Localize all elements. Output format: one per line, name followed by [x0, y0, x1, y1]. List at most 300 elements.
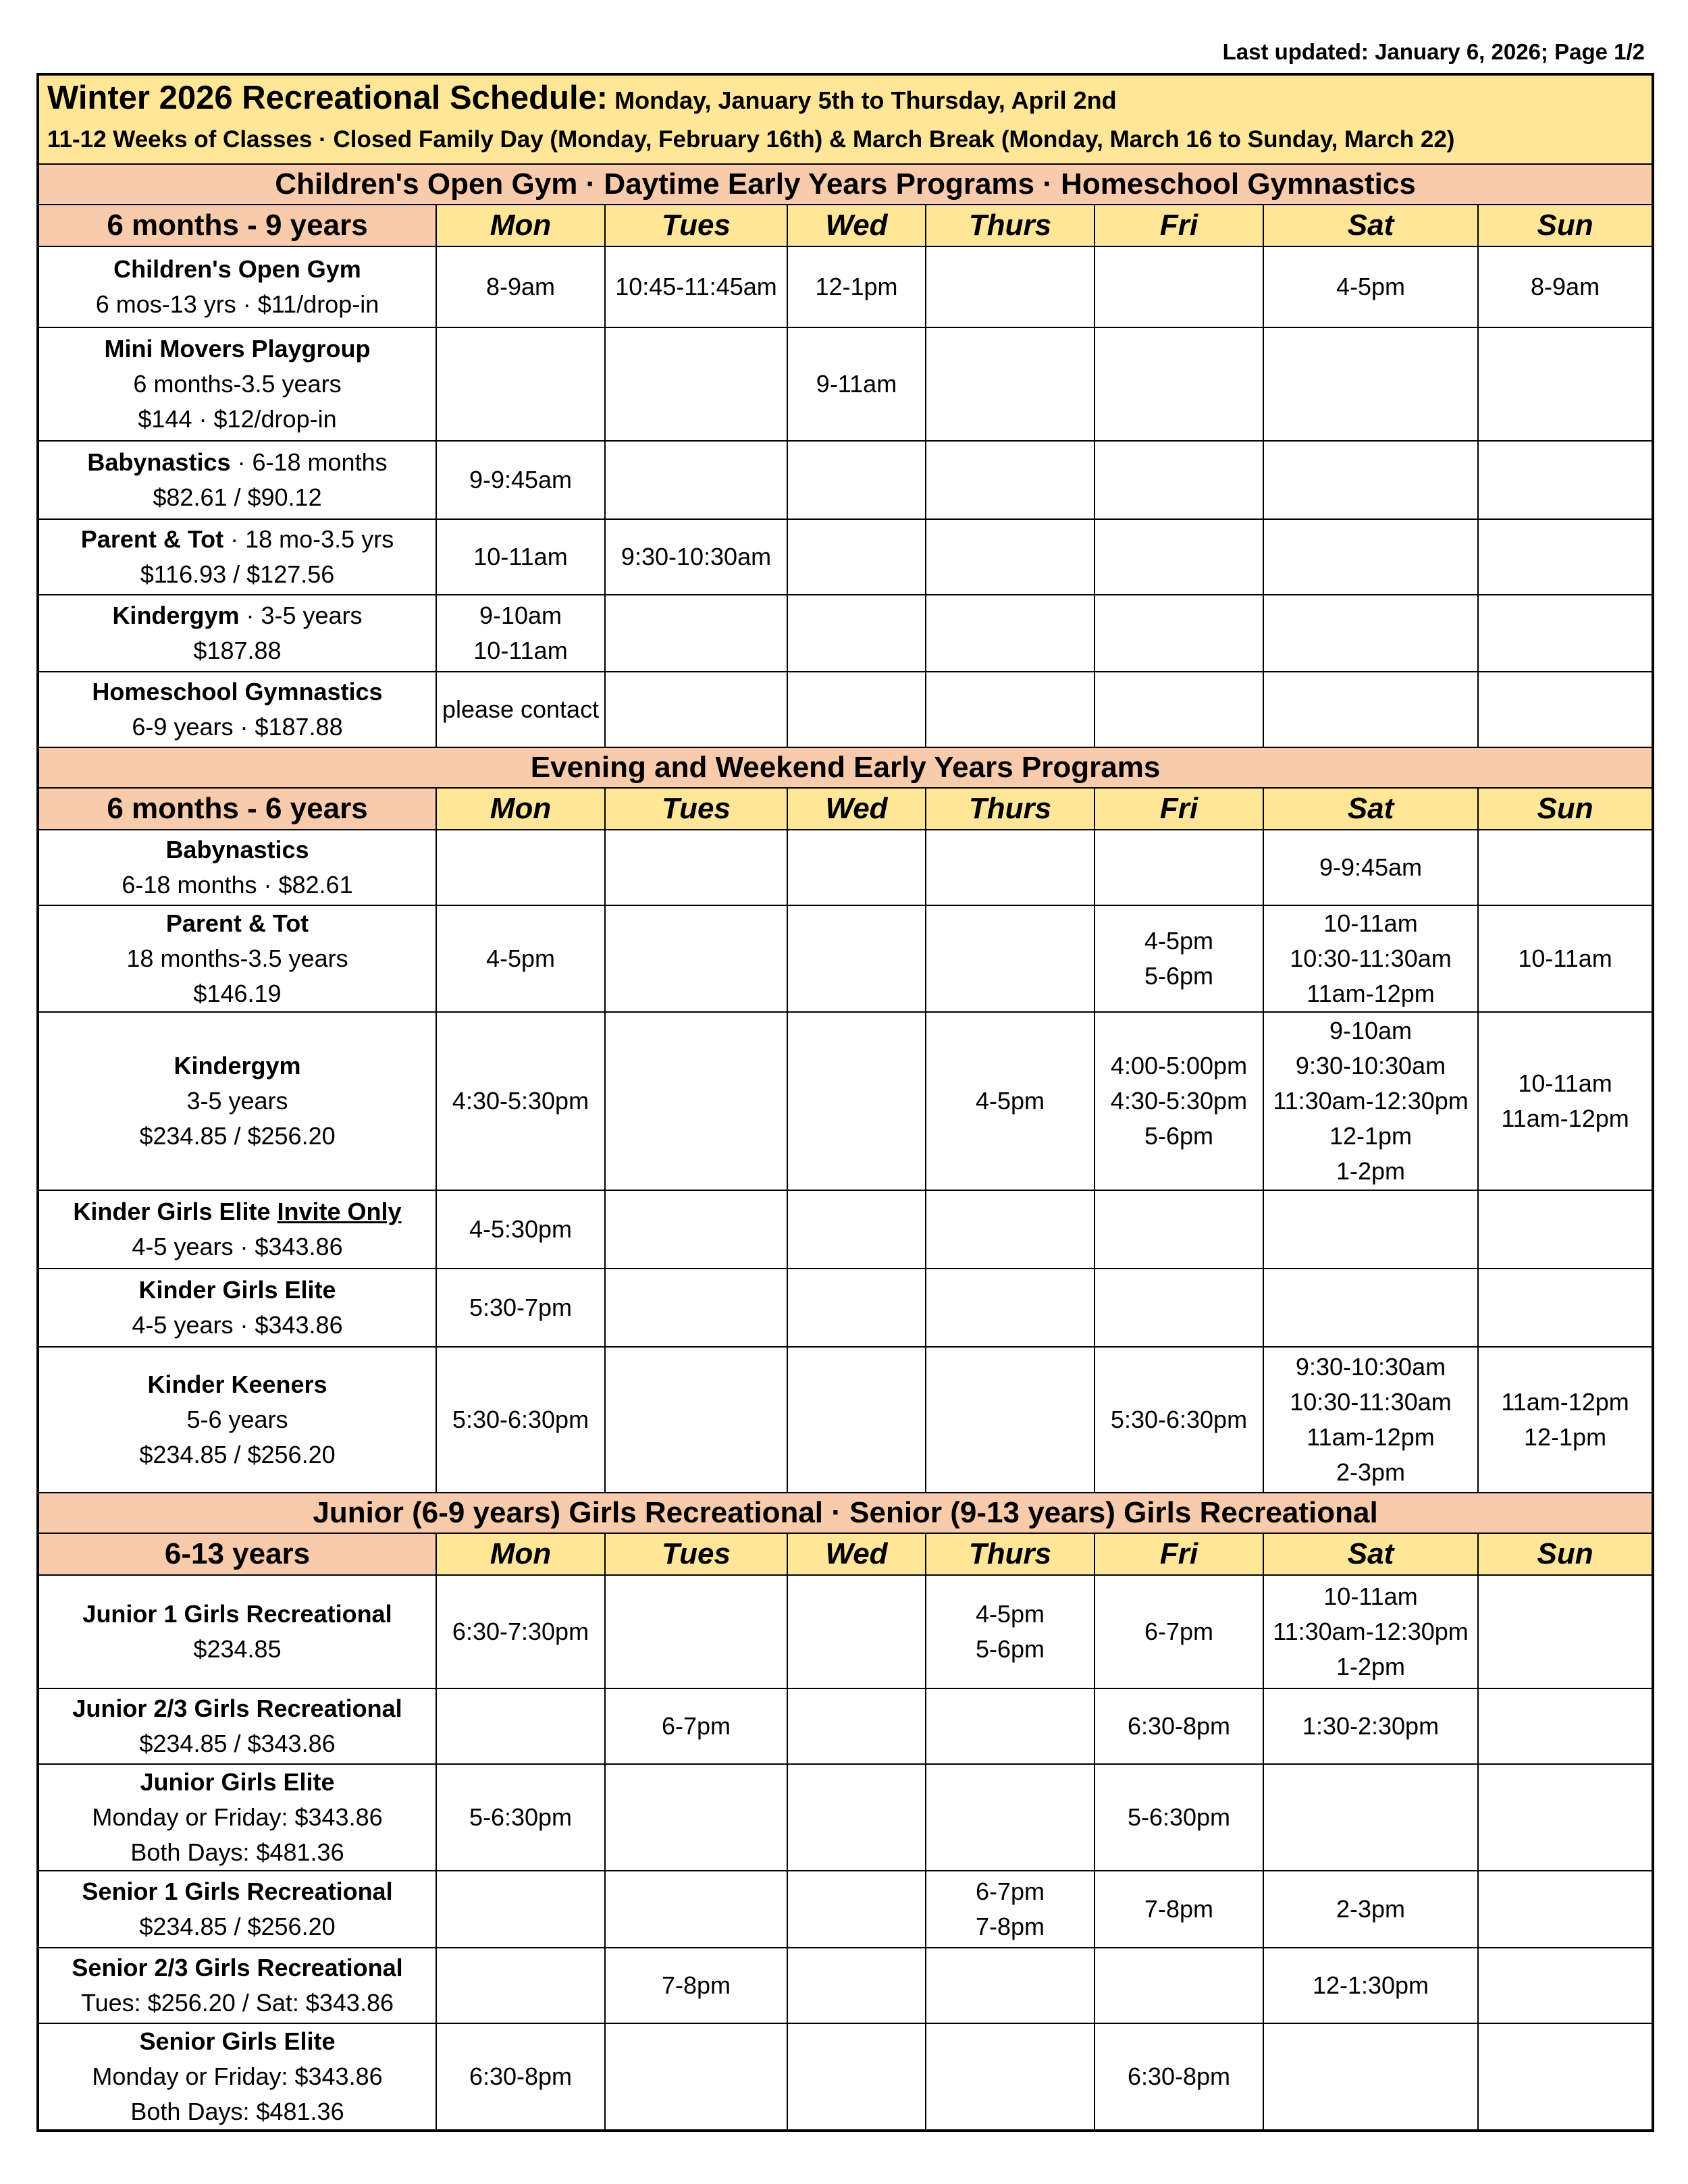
time-cell-wed	[787, 1347, 926, 1493]
time-cell-wed	[787, 1688, 926, 1764]
time-cell-wed	[787, 2023, 926, 2131]
time-cell-fri	[1094, 672, 1263, 747]
time-cell-tues	[605, 246, 787, 327]
time-slot: 5:30-6:30pm	[1110, 1406, 1248, 1433]
title-row	[38, 74, 1653, 164]
day-header-sun: Sun	[1478, 205, 1653, 246]
schedule-table	[36, 73, 1654, 2132]
time-slot: 5-6pm	[1144, 962, 1214, 990]
program-cell	[38, 246, 436, 327]
time-cell-fri	[1094, 1575, 1263, 1688]
time-cell-wed	[787, 519, 926, 595]
time-slot: 7-8pm	[661, 1971, 731, 1999]
time-slot: 5-6pm	[1144, 1122, 1214, 1150]
program-title: Babynastics	[165, 836, 309, 863]
time-cell-tues	[605, 1012, 787, 1190]
program-row	[38, 519, 1653, 595]
schedule-subtitle: 11-12 Weeks of Classes · Closed Family Day (Monday, February 16th) & March Break (Monday, March 16 to Sunday, March 22)	[47, 126, 1455, 153]
program-name	[43, 832, 431, 868]
time-cell-sun	[1478, 1871, 1653, 1948]
time-cell-sun	[1478, 1688, 1653, 1764]
time-slot: 9:30-10:30am	[621, 543, 772, 570]
program-detail: Monday or Friday: $343.86	[92, 1803, 383, 1831]
time-cell-mon	[436, 327, 605, 441]
section-header-row	[38, 1493, 1653, 1533]
program-title: Parent & Tot	[80, 525, 224, 553]
time-cell-sun	[1478, 2023, 1653, 2131]
time-cell-thurs	[926, 1575, 1094, 1688]
program-title: Senior Girls Elite	[139, 2027, 336, 2055]
program-title: Kinder Keeners	[147, 1370, 327, 1398]
program-cell	[38, 1347, 436, 1493]
time-slot: 5-6pm	[975, 1635, 1045, 1663]
program-name	[43, 1874, 431, 1909]
time-cell-mon	[436, 830, 605, 905]
time-cell-sun	[1478, 905, 1653, 1012]
time-slot: 6-7pm	[975, 1877, 1045, 1905]
time-cell-thurs	[926, 1269, 1094, 1347]
program-name	[43, 1048, 431, 1084]
time-cell-tues	[605, 1190, 787, 1269]
program-row	[38, 830, 1653, 905]
time-slot: 2-3pm	[1336, 1458, 1406, 1486]
schedule-dates: Monday, January 5th to Thursday, April 2nd	[614, 86, 1117, 114]
section-header: Children's Open Gym · Daytime Early Years Programs · Homeschool Gymnastics	[38, 164, 1653, 205]
program-detail: Both Days: $481.36	[130, 1838, 344, 1866]
time-slot: 8-9am	[1531, 273, 1600, 300]
program-cell	[38, 905, 436, 1012]
program-name	[43, 1597, 431, 1632]
time-cell-fri	[1094, 441, 1263, 519]
time-cell-sat	[1263, 441, 1478, 519]
time-slot: 1-2pm	[1336, 1157, 1406, 1185]
program-cell	[38, 1190, 436, 1269]
day-header-mon: Mon	[436, 1533, 605, 1575]
program-title: Junior Girls Elite	[140, 1768, 335, 1796]
time-slot: 11am-12pm	[1307, 980, 1435, 1007]
program-title: Kinder Girls Elite	[73, 1198, 278, 1225]
program-title: Babynastics	[87, 448, 231, 476]
time-cell-mon	[436, 1948, 605, 2023]
program-name	[43, 1273, 431, 1308]
time-cell-mon	[436, 595, 605, 672]
program-row	[38, 595, 1653, 672]
age-group-label: 6-13 years	[38, 1533, 436, 1575]
day-header-sun: Sun	[1478, 788, 1653, 830]
program-detail: 3-5 years	[186, 1087, 288, 1115]
program-row	[38, 1347, 1653, 1493]
program-row	[38, 1764, 1653, 1871]
program-row	[38, 1269, 1653, 1347]
program-row	[38, 1012, 1653, 1190]
time-cell-sun	[1478, 1012, 1653, 1190]
program-row	[38, 1688, 1653, 1764]
program-cell	[38, 519, 436, 595]
program-name	[43, 2024, 431, 2059]
time-slot: 4-5:30pm	[469, 1215, 573, 1243]
program-detail: 6-18 months · $82.61	[122, 871, 353, 899]
time-cell-sat	[1263, 246, 1478, 327]
day-header-wed: Wed	[787, 205, 926, 246]
program-row	[38, 2023, 1653, 2131]
program-name	[43, 445, 431, 480]
program-cell	[38, 595, 436, 672]
time-slot: 9-11am	[816, 370, 897, 398]
program-detail: $82.61 / $90.12	[153, 483, 322, 511]
program-detail: 5-6 years	[186, 1406, 288, 1433]
section-header: Junior (6-9 years) Girls Recreational · Senior (9-13 years) Girls Recreational	[38, 1493, 1653, 1533]
time-cell-sun	[1478, 1269, 1653, 1347]
program-detail: 6 mos-13 yrs · $11/drop-in	[95, 290, 379, 318]
time-slot: 11am-12pm	[1501, 1388, 1629, 1416]
time-slot: 8-9am	[485, 273, 556, 300]
program-detail: Tues: $256.20 / Sat: $343.86	[80, 1989, 394, 2017]
time-cell-wed	[787, 1764, 926, 1871]
time-slot: 5:30-7pm	[469, 1294, 573, 1321]
time-cell-sat	[1263, 830, 1478, 905]
day-header-row	[38, 1533, 1653, 1575]
program-cell	[38, 830, 436, 905]
time-slot: 7-8pm	[1144, 1895, 1214, 1923]
time-slot: 10-11am	[473, 543, 568, 570]
time-cell-mon	[436, 246, 605, 327]
age-group-label: 6 months - 9 years	[38, 205, 436, 246]
time-cell-thurs	[926, 1190, 1094, 1269]
time-cell-thurs	[926, 1871, 1094, 1948]
time-slot: 7-8pm	[975, 1913, 1045, 1940]
program-title: Senior 1 Girls Recreational	[82, 1877, 393, 1905]
day-header-sat: Sat	[1263, 788, 1478, 830]
time-slot: 4-5pm	[485, 944, 556, 972]
program-row	[38, 1871, 1653, 1948]
program-detail: $187.88	[193, 637, 282, 664]
time-cell-tues	[605, 1575, 787, 1688]
program-cell	[38, 327, 436, 441]
program-row	[38, 441, 1653, 519]
program-row	[38, 905, 1653, 1012]
time-cell-thurs	[926, 246, 1094, 327]
time-cell-wed	[787, 246, 926, 327]
program-row	[38, 1948, 1653, 2023]
program-name	[43, 598, 431, 633]
time-cell-tues	[605, 327, 787, 441]
time-slot: 6:30-8pm	[1127, 1712, 1231, 1740]
section-header-row	[38, 164, 1653, 205]
program-note: Invite Only	[277, 1198, 402, 1225]
program-age: · 6-18 months	[230, 448, 388, 476]
day-header-sat: Sat	[1263, 205, 1478, 246]
time-cell-sat	[1263, 1347, 1478, 1493]
time-cell-sat	[1263, 672, 1478, 747]
time-cell-tues	[605, 1688, 787, 1764]
program-detail: $116.93 / $127.56	[140, 560, 335, 588]
time-cell-mon	[436, 672, 605, 747]
time-cell-tues	[605, 519, 787, 595]
day-header-fri: Fri	[1094, 788, 1263, 830]
program-cell	[38, 1948, 436, 2023]
time-slot: 9-9:45am	[1319, 853, 1423, 881]
program-row	[38, 1190, 1653, 1269]
time-cell-tues	[605, 1764, 787, 1871]
time-cell-wed	[787, 1575, 926, 1688]
section-header-row	[38, 747, 1653, 788]
time-cell-sat	[1263, 905, 1478, 1012]
time-slot: 10:30-11:30am	[1290, 1388, 1452, 1416]
time-cell-thurs	[926, 672, 1094, 747]
time-cell-mon	[436, 1764, 605, 1871]
time-cell-sun	[1478, 1190, 1653, 1269]
time-cell-tues	[605, 1269, 787, 1347]
day-header-mon: Mon	[436, 205, 605, 246]
schedule-title: Winter 2026 Recreational Schedule:	[47, 80, 608, 116]
time-cell-sat	[1263, 1948, 1478, 2023]
program-detail: $234.85 / $256.20	[139, 1913, 336, 1940]
time-slot: 4:30-5:30pm	[452, 1087, 589, 1115]
program-title: Children's Open Gym	[113, 255, 361, 283]
time-cell-thurs	[926, 2023, 1094, 2131]
program-row	[38, 327, 1653, 441]
time-cell-wed	[787, 595, 926, 672]
time-cell-mon	[436, 1012, 605, 1190]
time-slot: 5-6:30pm	[469, 1803, 573, 1831]
time-cell-fri	[1094, 1190, 1263, 1269]
time-cell-tues	[605, 1871, 787, 1948]
time-cell-wed	[787, 1948, 926, 2023]
time-cell-thurs	[926, 441, 1094, 519]
program-title: Kindergym	[112, 602, 240, 629]
program-name	[43, 674, 431, 710]
time-cell-mon	[436, 1575, 605, 1688]
day-header-mon: Mon	[436, 788, 605, 830]
program-cell	[38, 1871, 436, 1948]
time-cell-sun	[1478, 1347, 1653, 1493]
program-detail: Both Days: $481.36	[130, 2098, 344, 2125]
program-detail: $234.85	[193, 1635, 282, 1663]
time-slot: 1:30-2:30pm	[1302, 1712, 1440, 1740]
time-slot: please contact	[442, 695, 600, 723]
time-cell-wed	[787, 1269, 926, 1347]
program-title: Parent & Tot	[165, 909, 309, 937]
program-detail: $146.19	[193, 980, 282, 1007]
time-cell-thurs	[926, 830, 1094, 905]
time-cell-fri	[1094, 905, 1263, 1012]
time-cell-mon	[436, 1190, 605, 1269]
program-row	[38, 672, 1653, 747]
program-name	[43, 1367, 431, 1402]
program-cell	[38, 2023, 436, 2131]
last-updated-note: Last updated: January 6, 2026; Page 1/2	[1222, 39, 1645, 64]
program-detail: 18 months-3.5 years	[126, 944, 348, 972]
time-cell-fri	[1094, 595, 1263, 672]
time-cell-thurs	[926, 327, 1094, 441]
time-cell-sat	[1263, 1764, 1478, 1871]
time-slot: 11:30am-12:30pm	[1273, 1618, 1469, 1645]
time-slot: 11am-12pm	[1501, 1104, 1629, 1132]
time-cell-tues	[605, 595, 787, 672]
time-cell-wed	[787, 441, 926, 519]
day-header-fri: Fri	[1094, 205, 1263, 246]
time-slot: 2-3pm	[1336, 1895, 1406, 1923]
time-slot: 9-10am	[479, 602, 562, 629]
program-name	[43, 1765, 431, 1800]
program-detail: $144 · $12/drop-in	[138, 405, 337, 433]
program-name	[43, 252, 431, 287]
day-header-tues: Tues	[605, 1533, 787, 1575]
time-slot: 4:30-5:30pm	[1110, 1087, 1248, 1115]
program-cell	[38, 1575, 436, 1688]
time-slot: 10-11am	[1323, 909, 1418, 937]
time-cell-tues	[605, 830, 787, 905]
time-cell-thurs	[926, 1688, 1094, 1764]
time-cell-thurs	[926, 1347, 1094, 1493]
program-name	[43, 1194, 431, 1229]
time-cell-thurs	[926, 1764, 1094, 1871]
program-detail: $234.85 / $343.86	[139, 1730, 336, 1757]
time-slot: 12-1pm	[815, 273, 898, 300]
program-name	[43, 906, 431, 941]
day-header-wed: Wed	[787, 788, 926, 830]
program-detail: $234.85 / $256.20	[139, 1122, 336, 1150]
day-header-row	[38, 788, 1653, 830]
time-slot: 12-1pm	[1329, 1122, 1413, 1150]
time-cell-fri	[1094, 1764, 1263, 1871]
time-slot: 10-11am	[473, 637, 568, 664]
time-slot: 12-1:30pm	[1312, 1971, 1429, 1999]
time-cell-sat	[1263, 1871, 1478, 1948]
time-cell-sun	[1478, 519, 1653, 595]
day-header-sun: Sun	[1478, 1533, 1653, 1575]
time-cell-fri	[1094, 830, 1263, 905]
time-cell-sat	[1263, 595, 1478, 672]
time-cell-sat	[1263, 2023, 1478, 2131]
program-name	[43, 522, 431, 557]
time-cell-tues	[605, 441, 787, 519]
time-cell-fri	[1094, 1948, 1263, 2023]
time-slot: 1-2pm	[1336, 1653, 1406, 1680]
day-header-fri: Fri	[1094, 1533, 1263, 1575]
program-row	[38, 1575, 1653, 1688]
time-slot: 4-5pm	[1144, 927, 1214, 955]
time-cell-sat	[1263, 1688, 1478, 1764]
program-detail: 6-9 years · $187.88	[132, 713, 343, 741]
time-slot: 6-7pm	[661, 1712, 731, 1740]
time-cell-mon	[436, 1269, 605, 1347]
time-slot: 4-5pm	[1336, 273, 1406, 300]
time-cell-sun	[1478, 1948, 1653, 2023]
time-slot: 4:00-5:00pm	[1110, 1052, 1248, 1080]
time-slot: 12-1pm	[1524, 1423, 1607, 1451]
time-cell-fri	[1094, 1012, 1263, 1190]
program-cell	[38, 672, 436, 747]
program-title: Kindergym	[174, 1052, 301, 1080]
time-cell-wed	[787, 830, 926, 905]
program-detail: 4-5 years · $343.86	[132, 1233, 343, 1260]
section-header: Evening and Weekend Early Years Programs	[38, 747, 1653, 788]
program-title: Junior 1 Girls Recreational	[82, 1600, 392, 1628]
time-slot: 4-5pm	[975, 1087, 1045, 1115]
day-header-thurs: Thurs	[926, 205, 1094, 246]
program-detail: 6 months-3.5 years	[133, 370, 342, 398]
program-name	[43, 1950, 431, 1986]
time-cell-tues	[605, 1347, 787, 1493]
time-cell-mon	[436, 1871, 605, 1948]
time-cell-sat	[1263, 1012, 1478, 1190]
day-header-row	[38, 205, 1653, 246]
time-cell-fri	[1094, 519, 1263, 595]
time-slot: 6:30-7:30pm	[452, 1618, 589, 1645]
time-cell-sat	[1263, 1269, 1478, 1347]
time-cell-sun	[1478, 1764, 1653, 1871]
time-cell-tues	[605, 2023, 787, 2131]
time-cell-wed	[787, 1190, 926, 1269]
time-cell-sun	[1478, 1575, 1653, 1688]
time-slot: 6:30-8pm	[1127, 2062, 1231, 2090]
age-group-label: 6 months - 6 years	[38, 788, 436, 830]
program-cell	[38, 1764, 436, 1871]
program-row	[38, 246, 1653, 327]
time-cell-sun	[1478, 246, 1653, 327]
time-cell-wed	[787, 1871, 926, 1948]
time-cell-fri	[1094, 2023, 1263, 2131]
day-header-thurs: Thurs	[926, 1533, 1094, 1575]
time-cell-tues	[605, 905, 787, 1012]
program-name	[43, 1691, 431, 1726]
time-cell-tues	[605, 672, 787, 747]
time-slot: 6:30-8pm	[469, 2062, 573, 2090]
day-header-tues: Tues	[605, 788, 787, 830]
program-title: Mini Movers Playgroup	[104, 335, 371, 363]
time-cell-mon	[436, 1688, 605, 1764]
time-cell-thurs	[926, 1948, 1094, 2023]
time-cell-wed	[787, 672, 926, 747]
program-cell	[38, 1688, 436, 1764]
time-cell-sun	[1478, 441, 1653, 519]
program-age: · 3-5 years	[239, 602, 363, 629]
time-slot: 5:30-6:30pm	[452, 1406, 589, 1433]
time-cell-mon	[436, 441, 605, 519]
time-slot: 11am-12pm	[1307, 1423, 1435, 1451]
time-cell-tues	[605, 1948, 787, 2023]
time-cell-thurs	[926, 595, 1094, 672]
time-cell-fri	[1094, 327, 1263, 441]
day-header-thurs: Thurs	[926, 788, 1094, 830]
time-cell-wed	[787, 1012, 926, 1190]
program-detail: 4-5 years · $343.86	[132, 1311, 343, 1339]
time-cell-fri	[1094, 1688, 1263, 1764]
time-slot: 9:30-10:30am	[1295, 1353, 1446, 1381]
time-cell-wed	[787, 905, 926, 1012]
program-age: · 18 mo-3.5 yrs	[223, 525, 394, 553]
time-cell-sun	[1478, 327, 1653, 441]
time-slot: 10-11am	[1518, 1069, 1612, 1097]
program-cell	[38, 441, 436, 519]
time-slot: 9-10am	[1329, 1017, 1413, 1044]
time-cell-sat	[1263, 519, 1478, 595]
program-title: Kinder Girls Elite	[138, 1276, 336, 1304]
time-cell-fri	[1094, 1347, 1263, 1493]
program-title: Homeschool Gymnastics	[92, 678, 383, 705]
time-cell-wed	[787, 327, 926, 441]
time-slot: 10:45-11:45am	[615, 273, 777, 300]
time-cell-thurs	[926, 1012, 1094, 1190]
day-header-tues: Tues	[605, 205, 787, 246]
time-slot: 10-11am	[1518, 944, 1612, 972]
time-cell-mon	[436, 1347, 605, 1493]
time-cell-sun	[1478, 830, 1653, 905]
time-cell-fri	[1094, 1269, 1263, 1347]
time-slot: 5-6:30pm	[1127, 1803, 1231, 1831]
time-cell-sat	[1263, 1190, 1478, 1269]
